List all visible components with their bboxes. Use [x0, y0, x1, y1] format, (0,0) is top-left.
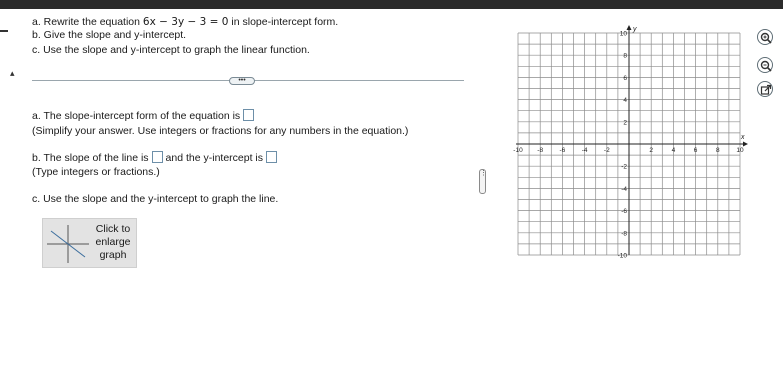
- y-tick-label: 10: [619, 30, 627, 38]
- answer-a-text: a. The slope-intercept form of the equation is: [32, 110, 241, 122]
- enlarge-line-2: enlarge: [95, 236, 131, 248]
- y-axis-arrow: [627, 25, 632, 30]
- x-tick-label: -8: [537, 147, 544, 154]
- question-part-b: b. Give the slope and y-intercept.: [32, 29, 187, 41]
- y-tick-label: -4: [621, 185, 627, 193]
- answer-b-text2: and the y-intercept is: [165, 152, 264, 164]
- external-link-icon[interactable]: [757, 81, 773, 97]
- pane-resize-handle[interactable]: ⋮: [479, 169, 486, 194]
- thumbnail-graph-icon: [45, 223, 91, 265]
- slope-input[interactable]: [152, 151, 163, 163]
- question-a-tail: in slope-intercept form.: [228, 16, 339, 28]
- x-tick-label: 6: [693, 147, 698, 154]
- answer-b-line: [32, 151, 280, 165]
- y-tick-label: -6: [621, 208, 627, 216]
- x-tick-label: -2: [603, 147, 610, 154]
- question-part-c: c. Use the slope and y-intercept to graph the linear function.: [32, 44, 310, 56]
- answer-b-text1: b. The slope of the line is: [32, 152, 149, 164]
- y-tick-label: -2: [621, 163, 627, 171]
- x-tick-label: -6: [559, 147, 566, 154]
- y-tick-label: 6: [623, 74, 627, 82]
- y-tick-label: 2: [623, 119, 627, 127]
- x-tick-label: 10: [736, 147, 744, 154]
- equation: 6x − 3y − 3 = 0: [142, 16, 229, 28]
- question-a-label: a. Rewrite the equation: [32, 16, 143, 28]
- zoom-out-icon[interactable]: [757, 57, 773, 73]
- x-axis-arrow: [743, 142, 748, 147]
- x-tick-label: -10: [513, 147, 523, 154]
- x-axis-label: x: [741, 134, 745, 141]
- y-tick-label: -8: [621, 230, 627, 238]
- y-tick-label: 8: [623, 52, 627, 60]
- y-axis-label: y: [633, 26, 637, 33]
- y-tick-label: 4: [623, 97, 627, 105]
- left-collapse-icon[interactable]: ▴: [10, 68, 15, 78]
- enlarge-line-3: graph: [99, 249, 127, 261]
- more-button[interactable]: •••: [229, 77, 255, 85]
- x-tick-label: 2: [649, 147, 654, 154]
- x-tick-label: 4: [671, 147, 676, 154]
- top-bar: [0, 0, 783, 9]
- zoom-in-icon[interactable]: [757, 29, 773, 45]
- left-edge-mark: [0, 30, 8, 32]
- question-part-a: [32, 16, 338, 29]
- answer-b-hint: (Type integers or fractions.): [32, 166, 160, 178]
- x-tick-label: 8: [715, 147, 720, 154]
- answer-a-hint: (Simplify your answer. Use integers or fractions for any numbers in the equation.): [32, 125, 409, 137]
- y-tick-label: -10: [617, 252, 627, 260]
- enlarge-label: [93, 223, 133, 262]
- answer-c-text: c. Use the slope and the y-intercept to graph the line.: [32, 193, 279, 205]
- enlarge-graph-button[interactable]: [42, 218, 137, 268]
- coordinate-graph[interactable]: [513, 26, 748, 267]
- y-intercept-input[interactable]: [266, 151, 277, 163]
- enlarge-line-1: Click to: [95, 223, 131, 235]
- answer-a-input[interactable]: [243, 109, 254, 121]
- x-tick-label: -4: [581, 147, 588, 154]
- answer-a-line: [32, 109, 257, 123]
